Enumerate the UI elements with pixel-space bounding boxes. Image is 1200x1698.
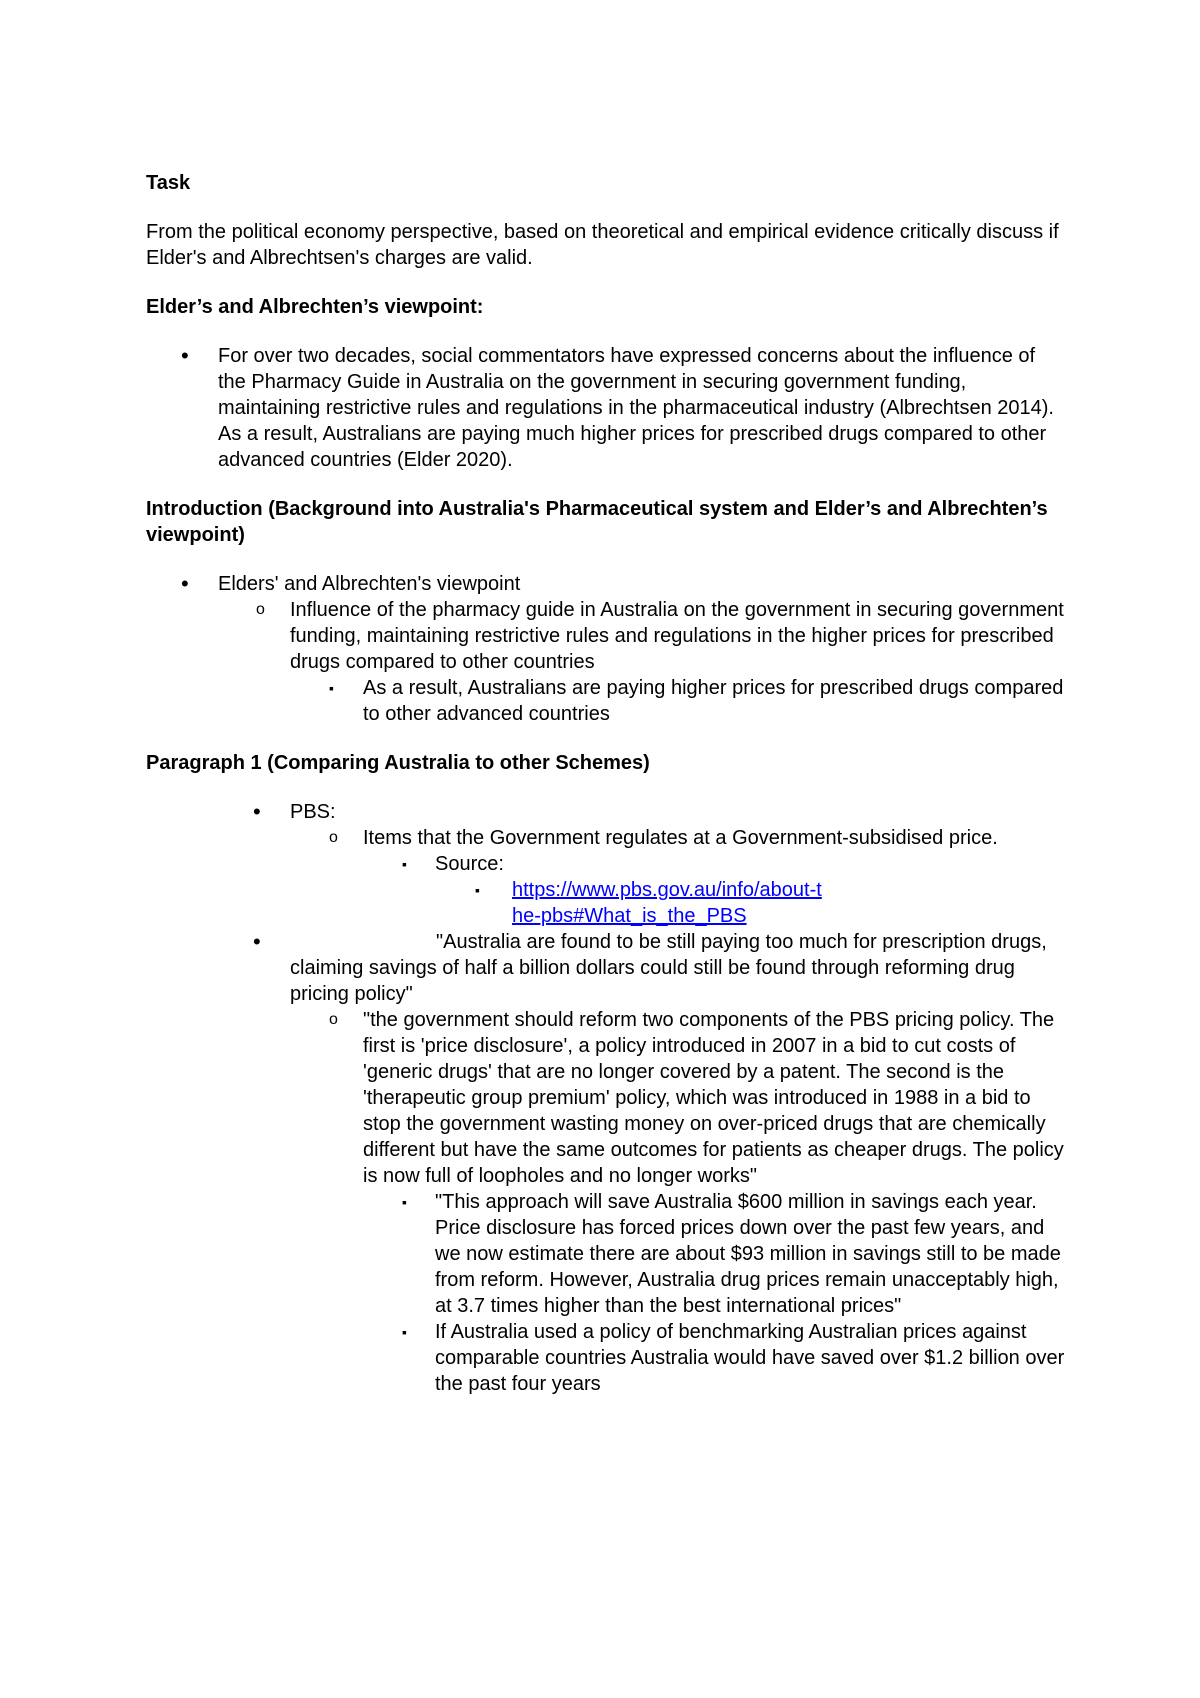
list-item (146, 851, 1066, 877)
pbs-sub-text: Items that the Government regulates at a Government-subsidised price. (363, 827, 998, 849)
intro-sub-text: Influence of the pharmacy guide in Australia on the government in securing government funding, maintaining restrictive rules and regulations in the higher prices for prescribed drugs compared to other countries (290, 599, 1064, 673)
bullet-dot-icon: • (253, 929, 261, 954)
list-item (146, 597, 1066, 675)
viewpoint-bullet-text: For over two decades, social commentators have expressed concerns about the influence of the Pharmacy Guide in Australia on the government in securing government funding, maintaining restrictive rules and regulations in the pharmaceutical industry (Albrechtsen 2014). As a result, Australians are paying much higher prices for prescribed drugs compared to other advanced countries (Elder 2020). (218, 345, 1054, 471)
para1-heading: Paragraph 1 (Comparing Australia to other Schemes) (146, 752, 650, 774)
bullet-dot-icon: • (181, 343, 189, 368)
intro-bullet-text: Elders' and Albrechten's viewpoint (218, 573, 521, 595)
list-item (146, 799, 1066, 825)
task-text: From the political economy perspective, based on theoretical and empirical evidence critically discuss if Elder's and Albrechtsen's charges are valid. (146, 221, 1059, 269)
list-item (146, 825, 1066, 851)
quote3-text: "This approach will save Australia $600 million in savings each year. Price disclosure has forced prices down over the past few years, and we now estimate there are about $93 million in savings still to be made from reform. However, Australia drug prices remain unacceptably high, at 3.7 times higher than the best international prices" (435, 1191, 1061, 1317)
bullet-circle-icon: o (329, 829, 338, 846)
quote1-text: "Australia are found to be still paying too much for prescription drugs, claiming savings of half a billion dollars could still be found through reforming drug pricing policy" (290, 931, 1047, 1005)
bullet-circle-icon: o (329, 1011, 338, 1028)
list-item (146, 1007, 1066, 1189)
document-page (146, 170, 1066, 1397)
bullet-square-icon: ▪ (402, 856, 407, 872)
bullet-circle-icon: o (256, 601, 265, 618)
bullet-square-icon: ▪ (475, 882, 480, 898)
viewpoint-heading: Elder’s and Albrechten’s viewpoint: (146, 296, 484, 318)
list-item (146, 877, 832, 929)
bullet-square-icon: ▪ (402, 1194, 407, 1210)
intro-subsub-text: As a result, Australians are paying higher prices for prescribed drugs compared to other advanced countries (363, 677, 1064, 725)
bullet-square-icon: ▪ (402, 1324, 407, 1340)
viewpoint-list (146, 343, 1066, 473)
quote4-text: If Australia used a policy of benchmarking Australian prices against comparable countries Australia would have saved over $1.2 billion over the past four years (435, 1321, 1065, 1395)
list-item (146, 571, 1066, 597)
intro-heading: Introduction (Background into Australia's Pharmaceutical system and Elder’s and Albrechten’s viewpoint) (146, 498, 1048, 546)
source-label: Source: (435, 853, 504, 875)
bullet-dot-icon: • (253, 799, 261, 824)
quote2-text: "the government should reform two components of the PBS pricing policy. The first is 'price disclosure', a policy introduced in 2007 in a bid to cut costs of 'generic drugs' that are no longer covered by a patent. The second is the 'therapeutic group premium' policy, which was introduced in 1988 in a bid to stop the government wasting money on over-priced drugs that are chemically different but have the same outcomes for patients as cheaper drugs. The policy is now full of loopholes and no longer works" (363, 1009, 1064, 1187)
intro-list (146, 571, 1066, 727)
task-heading: Task (146, 172, 191, 194)
list-item (146, 343, 1066, 473)
bullet-dot-icon: • (181, 571, 189, 596)
para1-list (146, 799, 1066, 1397)
source-link[interactable]: https://www.pbs.gov.au/info/about-the-pbs#What_is_the_PBS (512, 879, 822, 927)
list-item (146, 1189, 1066, 1319)
list-item (146, 929, 1066, 1007)
bullet-square-icon: ▪ (329, 680, 334, 696)
list-item (146, 1319, 1066, 1397)
pbs-label: PBS: (290, 801, 336, 823)
list-item (146, 675, 1066, 727)
